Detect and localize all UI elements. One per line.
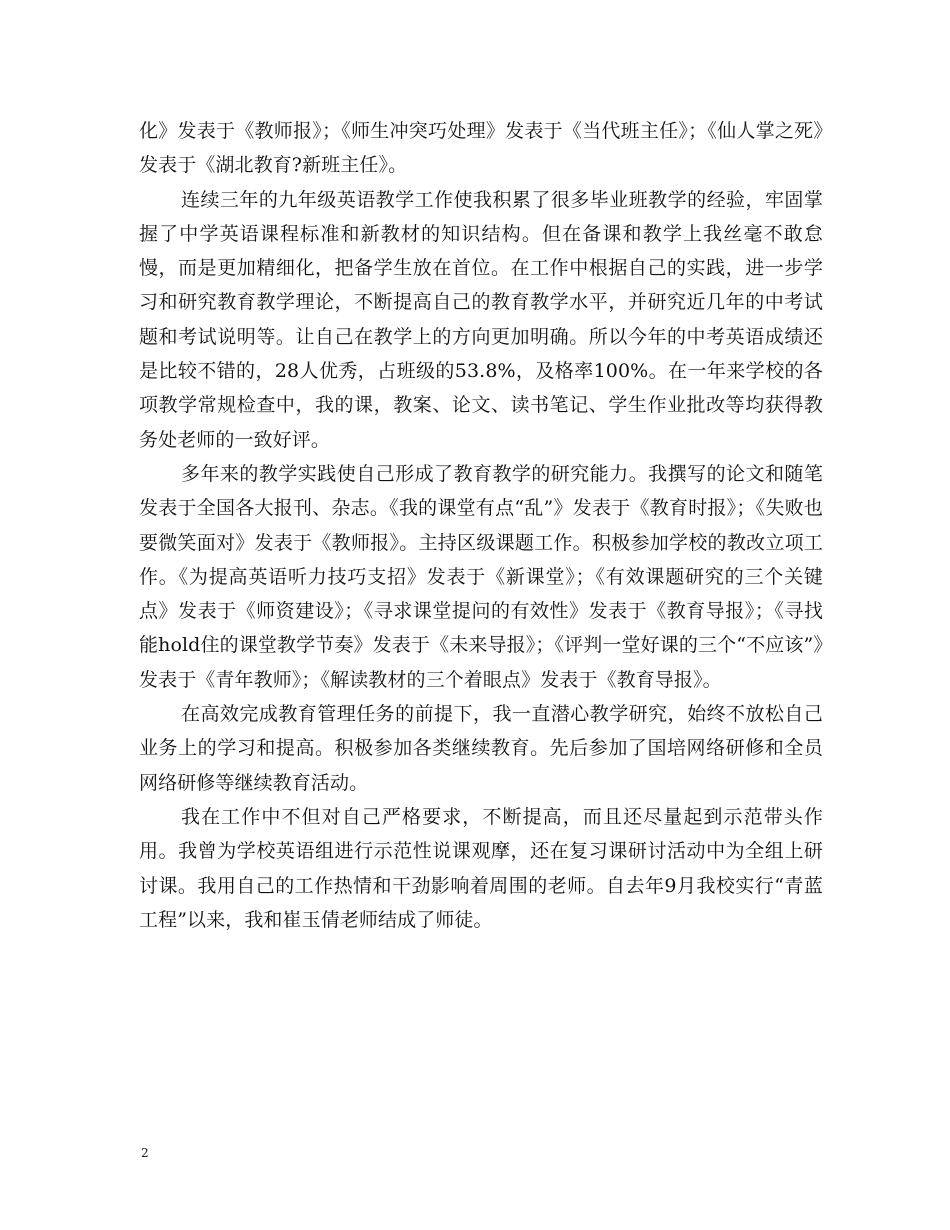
- paragraph-continuing-education: 在高效完成教育管理任务的前提下，我一直潜心教学研究，始终不放松自己业务上的学习和提高。积极参加各类继续教育。先后参加了国培网络研修和全员网络研修等继续教育活动。: [139, 703, 823, 794]
- paragraph-continuation: 化》发表于《教师报》；《师生冲突巧处理》发表于《当代班主任》；《仙人掌之死》发表于《湖北教育?新班主任》。: [139, 120, 823, 177]
- body-text: [139, 114, 823, 937]
- paragraph-research-publications: 多年来的教学实践使自己形成了教育教学的研究能力。我撰写的论文和随笔发表于全国各大报刊、杂志。《我的课堂有点“乱”》发表于《教育时报》；《失败也要微笑面对》发表于《教师报》。主持区级课题工作。积极参加学校的教改立项工作。《为提高英语听力技巧支招》发表于《新课堂》；《有效课题研究的三个关键点》发表于《师资建设》；《寻求课堂提问的有效性》发表于《教育导报》；《寻找能hold住的课堂教学节奏》发表于《未来导报》；《评判一堂好课的三个“不应该”》发表于《青年教师》；《解读教材的三个着眼点》发表于《教育导报》。: [139, 462, 823, 691]
- paragraph-mentoring: 我在工作中不但对自己严格要求，不断提高，而且还尽量起到示范带头作用。我曾为学校英语组进行示范性说课观摩，还在复习课研讨活动中为全组上研讨课。我用自己的工作热情和干劲影响着周围的老师。自去年9月我校实行“青蓝工程”以来，我和崔玉倩老师结成了师徒。: [139, 805, 823, 931]
- paragraph-teaching-experience: 连续三年的九年级英语教学工作使我积累了很多毕业班教学的经验，牢固掌握了中学英语课程标准和新教材的知识结构。但在备课和教学上我丝毫不敢怠慢，而是更加精细化，把备学生放在首位。在工作中根据自己的实践，进一步学习和研究教育教学理论，不断提高自己的教育教学水平，并研究近几年的中考试题和考试说明等。让自己在教学上的方向更加明确。所以今年的中考英语成绩还是比较不错的，28人优秀，占班级的53.8%，及格率100%。在一年来学校的各项教学常规检查中，我的课，教案、论文、读书笔记、学生作业批改等均获得教务处老师的一致好评。: [139, 188, 823, 451]
- page-number: 2: [141, 1146, 149, 1160]
